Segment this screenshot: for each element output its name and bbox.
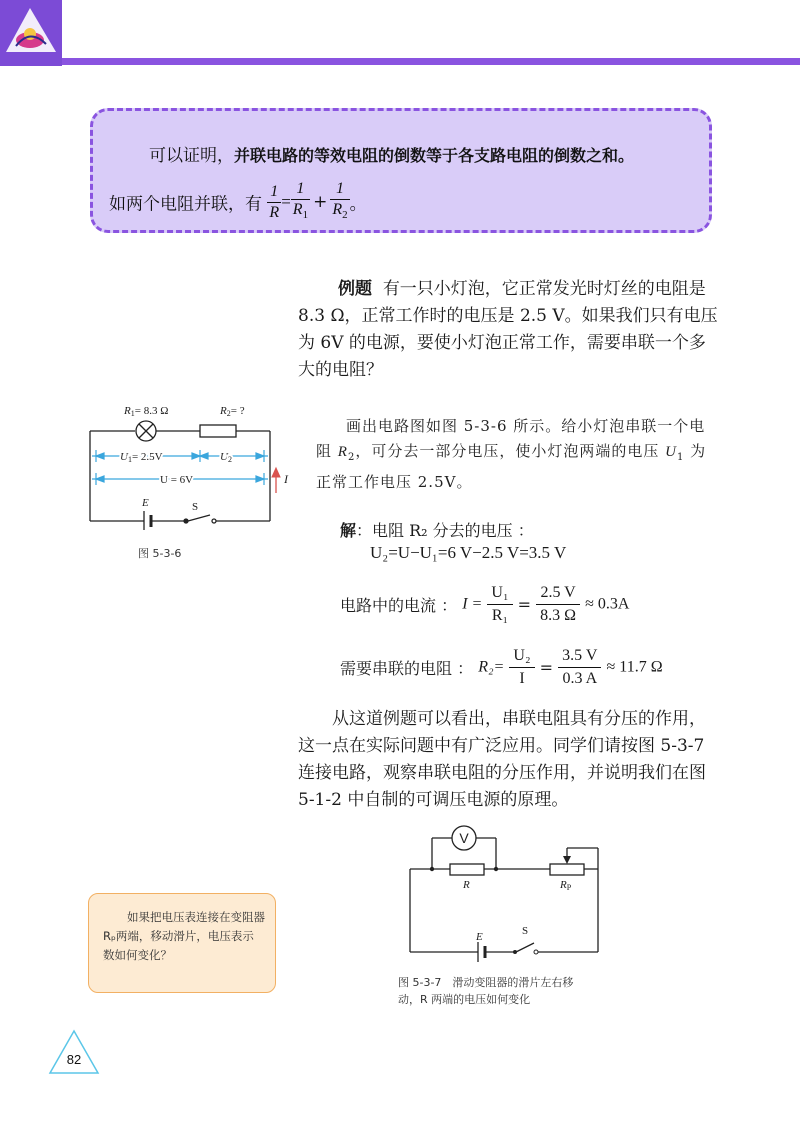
header-bar (62, 58, 800, 65)
frac-den: 8.3 Ω (540, 607, 577, 624)
rheostat-rp (550, 864, 584, 875)
switch-blade (188, 515, 210, 521)
note-bold: 并联电路的等效电阻的倒数等于各支路电阻的倒数之和。 (234, 146, 635, 165)
label-u1 (120, 451, 163, 464)
caption-line-2: 动，R 两端的电压如何变化 (398, 993, 531, 1006)
label-r2 (219, 405, 245, 418)
frac-num: U₁ (487, 582, 512, 605)
note-line2-text: 如两个电阻并联，有 (109, 194, 262, 215)
fraction-1-over-r1 (291, 179, 310, 225)
r2-result: ≈ 11.7 Ω (606, 658, 663, 676)
chapter-logo (0, 0, 62, 66)
current-result: ≈ 0.3A (585, 595, 630, 613)
frac-num: 1 (267, 182, 281, 203)
label-rp (559, 879, 572, 892)
frac-num: 1 (291, 179, 310, 200)
rp-sub: P (566, 883, 572, 892)
solution-line1-text: ：电阻 R₂ 分去的电压 ： (356, 521, 534, 540)
label-s: S (192, 501, 199, 513)
frac-den-var: R (292, 201, 303, 218)
side-question-box (88, 893, 276, 993)
label-u2 (220, 451, 232, 464)
frac-num: 1 (330, 179, 349, 200)
label-r1 (123, 405, 168, 418)
conclusion-paragraph: 从这道例题可以看出，串联电阻具有分压的作用，这一点在实际问题中有广泛应用。同学们请按图 5-3-7 连接电路，观察串联电阻的分压作用，并说明我们在图 5-1-2 中自制的可调压电源的原理。 (298, 709, 706, 810)
explanation-u1-sub: 1 (676, 452, 685, 463)
frac-den (291, 200, 310, 225)
bookmark-emblem-icon (0, 0, 62, 66)
frac-den: 0.3 A (562, 670, 598, 687)
u1-sub: 1 (127, 455, 132, 464)
plus-sign: + (313, 192, 328, 213)
explanation-part2: ，可分去一部分电压，使小灯泡两端的电压 (355, 442, 660, 460)
current-frac-symbolic (487, 582, 512, 627)
u2-var: U (220, 451, 228, 463)
frac-den-sub: 2 (342, 209, 348, 222)
r1-var: R (124, 405, 131, 417)
explanation-part3: 为正常工作电压 2.5V。 (316, 442, 707, 491)
frac-num: 2.5 V (536, 582, 580, 605)
circuit-explanation (316, 414, 716, 495)
current-label: 电路中的电流 ： (340, 596, 458, 615)
note-line-2 (109, 179, 367, 225)
u1-value: = 2.5V (131, 451, 163, 463)
series-label: 需要串联的电阻 ： (340, 659, 474, 678)
current-formula (340, 582, 629, 627)
label-e: E (142, 497, 149, 509)
r1-value: = 8.3 Ω (134, 405, 169, 417)
explanation-r2-var: R (337, 444, 348, 460)
r2-var: R (220, 405, 227, 417)
equals-sign: = (281, 192, 291, 212)
rp-var: R (560, 879, 567, 891)
example-label: 例题 (338, 279, 372, 299)
current-frac-numeric (536, 582, 580, 627)
label-i: I (284, 472, 288, 486)
label-r: R (463, 879, 470, 891)
label-u: U = 6V (160, 474, 194, 486)
solution-line-1 (340, 518, 534, 541)
frac-den: R₁ (491, 607, 509, 624)
r2-frac-numeric (558, 645, 601, 690)
frac-num: 3.5 V (558, 645, 601, 668)
note-prefix: 可以证明， (149, 146, 234, 166)
u1-var: U (120, 451, 128, 463)
frac-den-var: R (332, 201, 343, 218)
example-text: 有一只小灯泡，它正常发光时灯丝的电阻是 8.3 Ω，正常工作时的电压是 2.5 V。如果我们只有电压为 6V 的电源，要使小灯泡正常工作，需要串联一个多大的电阻？ (298, 279, 718, 380)
solution-label: 解 (340, 521, 357, 540)
switch-blade (516, 943, 534, 952)
circuit-diagram-5-3-6 (80, 398, 290, 530)
resistor-r (450, 864, 484, 875)
frac-den: I (519, 670, 525, 687)
frac-num: U₂ (509, 645, 534, 668)
r2-frac-symbolic (509, 645, 534, 690)
figure-caption-5-3-6: 图 5-3-6 (138, 547, 182, 560)
circuit-diagram-5-3-7 (400, 822, 610, 962)
side-question-text: 如果把电压表连接在变阻器Rₚ两端，移动滑片，电压表示数如何变化？ (103, 910, 265, 962)
note-line-1 (149, 141, 634, 166)
page-number: 82 (66, 1052, 82, 1067)
example-paragraph (298, 276, 718, 384)
caption-line-1: 图 5-3-7 滑动变阻器的滑片左右移 (398, 976, 574, 989)
fraction-1-over-r2 (330, 179, 349, 225)
solution-voltage-formula: U₂=U−U₁=6 V−2.5 V=3.5 V (370, 543, 567, 562)
current-eq: I = (462, 595, 483, 613)
r2-eq: R₂= (478, 658, 505, 676)
equals-sign: = (539, 658, 554, 677)
label-s: S (522, 925, 529, 937)
explanation-u1-var: U (665, 444, 677, 460)
u2-sub: 2 (227, 455, 232, 464)
frac-den (330, 200, 349, 225)
frac-den-sub: 1 (302, 209, 309, 222)
frac-den: R (269, 203, 280, 221)
figure-caption-5-3-7 (398, 974, 628, 1008)
theorem-note (90, 108, 712, 233)
note-end: 。 (349, 194, 367, 215)
r2-value: = ? (230, 405, 245, 417)
label-e: E (476, 931, 483, 943)
equals-sign: = (517, 595, 532, 614)
resistor-r2 (200, 425, 236, 437)
voltmeter-label: V (459, 830, 469, 846)
r2-sub: 2 (226, 409, 231, 418)
series-resistance-formula (340, 645, 663, 690)
r1-sub: 1 (130, 409, 135, 418)
explanation-r2-sub: 2 (347, 452, 356, 463)
fraction-1-over-r (267, 182, 281, 223)
explanation-part1: 画出电路图如图 5-3-6 所示。给小灯泡串联一个电阻 (316, 417, 706, 460)
